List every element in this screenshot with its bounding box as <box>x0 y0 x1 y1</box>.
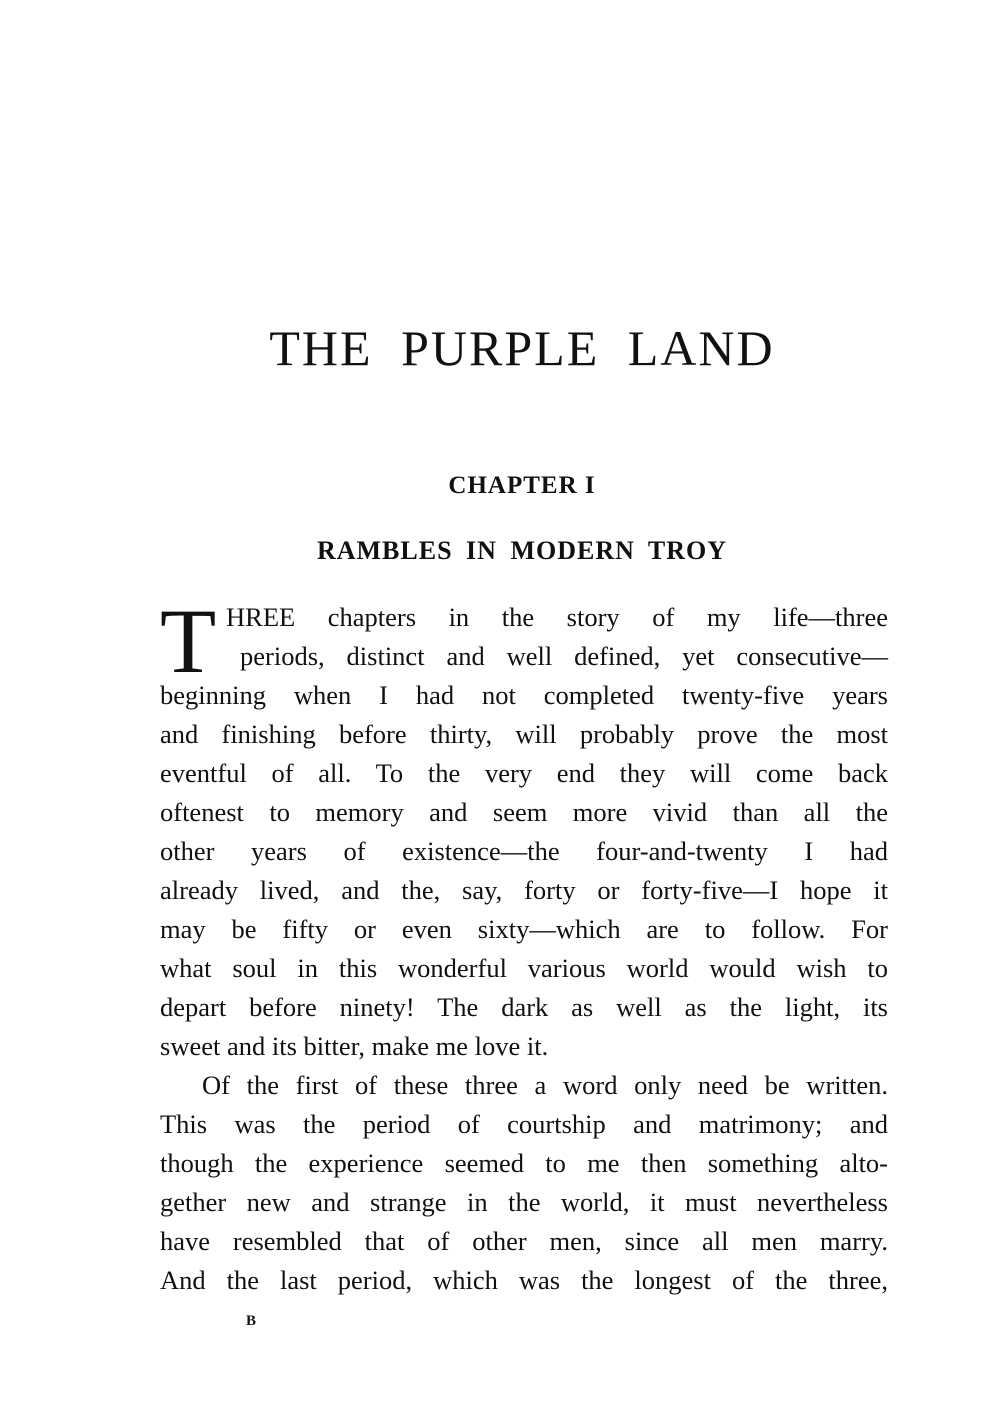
text-line: Of the first of these three a word only need be written. <box>202 1070 888 1100</box>
text-line: This was the period of courtship and matrimony; and <box>160 1109 888 1139</box>
text-line: oftenest to memory and seem more vivid than all the <box>160 797 888 827</box>
paragraph <box>160 590 888 1066</box>
drop-cap: T <box>160 590 217 692</box>
text-line: and finishing before thirty, will probably prove the most <box>160 719 888 749</box>
text-line: gether new and strange in the world, it must nevertheless <box>160 1187 888 1217</box>
chapter-title: RAMBLES IN MODERN TROY <box>316 536 728 565</box>
book-title: THE PURPLE LAND <box>269 320 775 376</box>
text-line: what soul in this wonderful various world would wish to <box>160 953 888 983</box>
text-line: though the experience seemed to me then something alto- <box>160 1148 888 1178</box>
text-line: depart before ninety! The dark as well as the light, its <box>160 992 888 1022</box>
body-text <box>160 590 888 1300</box>
text-line: may be fifty or even sixty—which are to follow. For <box>160 914 888 944</box>
text-line: eventful of all. To the very end they will come back <box>160 758 888 788</box>
text-line: periods, distinct and well defined, yet consecutive— <box>240 641 888 671</box>
text-line: other years of existence—the four-and-twenty I had <box>160 836 888 866</box>
text-line: have resembled that of other men, since all men marry. <box>160 1226 888 1256</box>
text-line: already lived, and the, say, forty or forty-five—I hope it <box>160 875 888 905</box>
text-line: And the last period, which was the longest of the three, <box>160 1265 888 1295</box>
signature-mark: B <box>246 1313 257 1329</box>
text-line: sweet and its bitter, make me love it. <box>160 1031 549 1061</box>
paragraph <box>160 1066 888 1300</box>
text-line: beginning when I had not completed twenty-five years <box>160 680 888 710</box>
text-line: HREE chapters in the story of my life—three <box>226 602 888 632</box>
chapter-number: CHAPTER I <box>448 472 596 499</box>
